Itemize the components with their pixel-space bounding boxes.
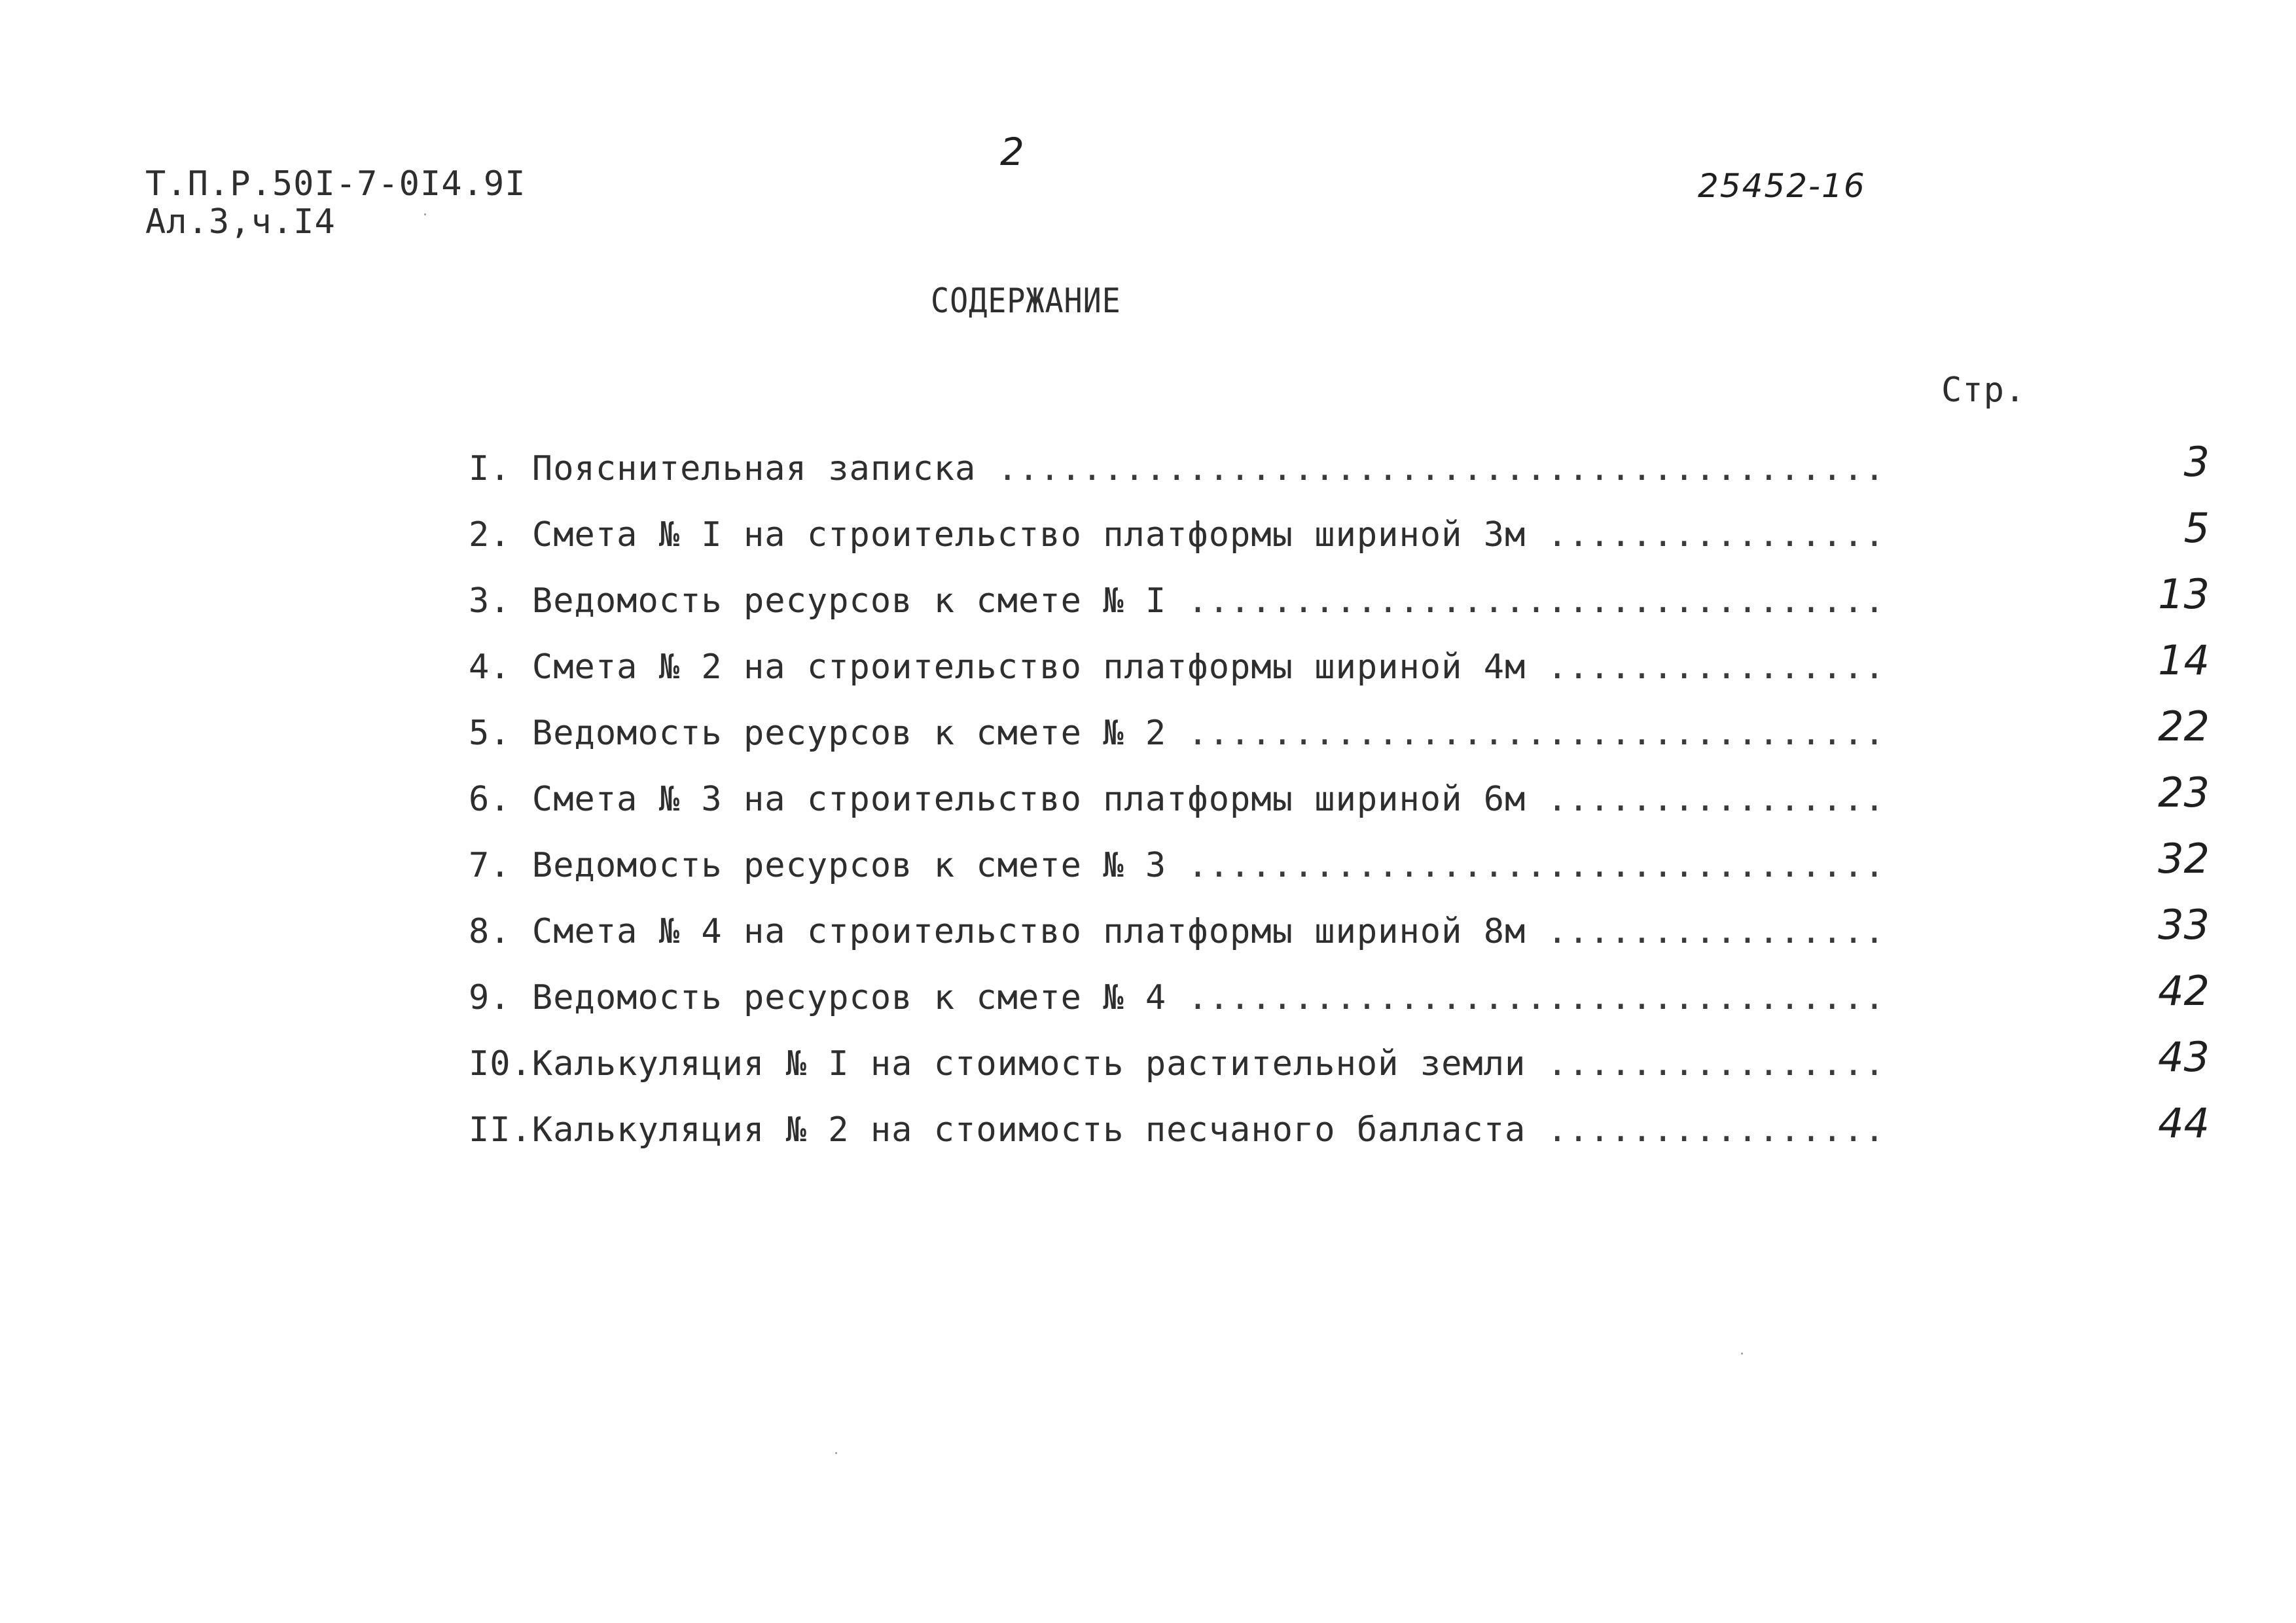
toc-entry [469,570,2210,644]
toc-entry-text: 8. Смета № 4 на строительство платформы шириной 8м ..... [469,908,1882,955]
toc-entry-page: 22 [2158,702,2210,750]
toc-entry [469,967,2210,1040]
document-code-line-2: Ал.3,ч.I4 [145,202,336,242]
document-code-line-1: Т.П.Р.50I-7-0I4.9I [145,164,526,204]
toc-entry [469,702,2210,776]
toc-entry-text: I. Пояснительная записка ..... [469,445,1882,492]
page-title: СОДЕРЖАНИЕ [931,282,1121,321]
document-code [145,165,526,241]
toc-entry [469,835,2210,908]
toc-entry-page: 5 [2183,504,2210,552]
page-column-label: Стр. [1941,371,2026,410]
table-of-contents [469,438,2210,1173]
toc-entry-text: 9. Ведомость ресурсов к смете № 4 ..... [469,974,1882,1021]
toc-entry-text: 5. Ведомость ресурсов к смете № 2 ..... [469,710,1882,757]
toc-entry-page: 42 [2158,967,2210,1015]
toc-entry-text: 6. Смета № 3 на строительство платформы шириной 6м ..... [469,776,1882,823]
toc-entry-text: II.Калькуляция № 2 на стоимость песчаного балласта ..... [469,1106,1882,1154]
toc-entry [469,504,2210,577]
toc-entry [469,769,2210,842]
toc-entry-text: 4. Смета № 2 на строительство платформы шириной 4м ..... [469,644,1882,691]
toc-entry-page: 13 [2158,570,2210,618]
scan-speck [1741,1353,1743,1355]
toc-entry-page: 14 [2158,636,2210,684]
toc-entry [469,438,2210,511]
toc-entry-page: 43 [2158,1033,2210,1081]
toc-entry-page: 33 [2158,901,2210,949]
registration-number: 25452-16 [1698,167,1866,205]
toc-entry [469,636,2210,710]
toc-entry-text: I0.Калькуляция № I на стоимость растительной земли ..... [469,1040,1882,1087]
scan-speck [835,1452,837,1454]
toc-entry [469,1099,2210,1173]
toc-entry-text: 7. Ведомость ресурсов к смете № 3 ..... [469,842,1882,889]
toc-entry-page: 23 [2158,769,2210,816]
toc-entry-page: 44 [2158,1099,2210,1147]
toc-entry-text: 2. Смета № I на строительство платформы шириной 3м ..... [469,511,1882,558]
toc-entry [469,901,2210,974]
page-number: 2 [1000,130,1024,174]
toc-entry-text: 3. Ведомость ресурсов к смете № I ..... [469,577,1882,625]
toc-entry [469,1033,2210,1106]
toc-entry-page: 3 [2183,438,2210,486]
scan-speck [424,213,426,215]
toc-entry-page: 32 [2158,835,2210,883]
